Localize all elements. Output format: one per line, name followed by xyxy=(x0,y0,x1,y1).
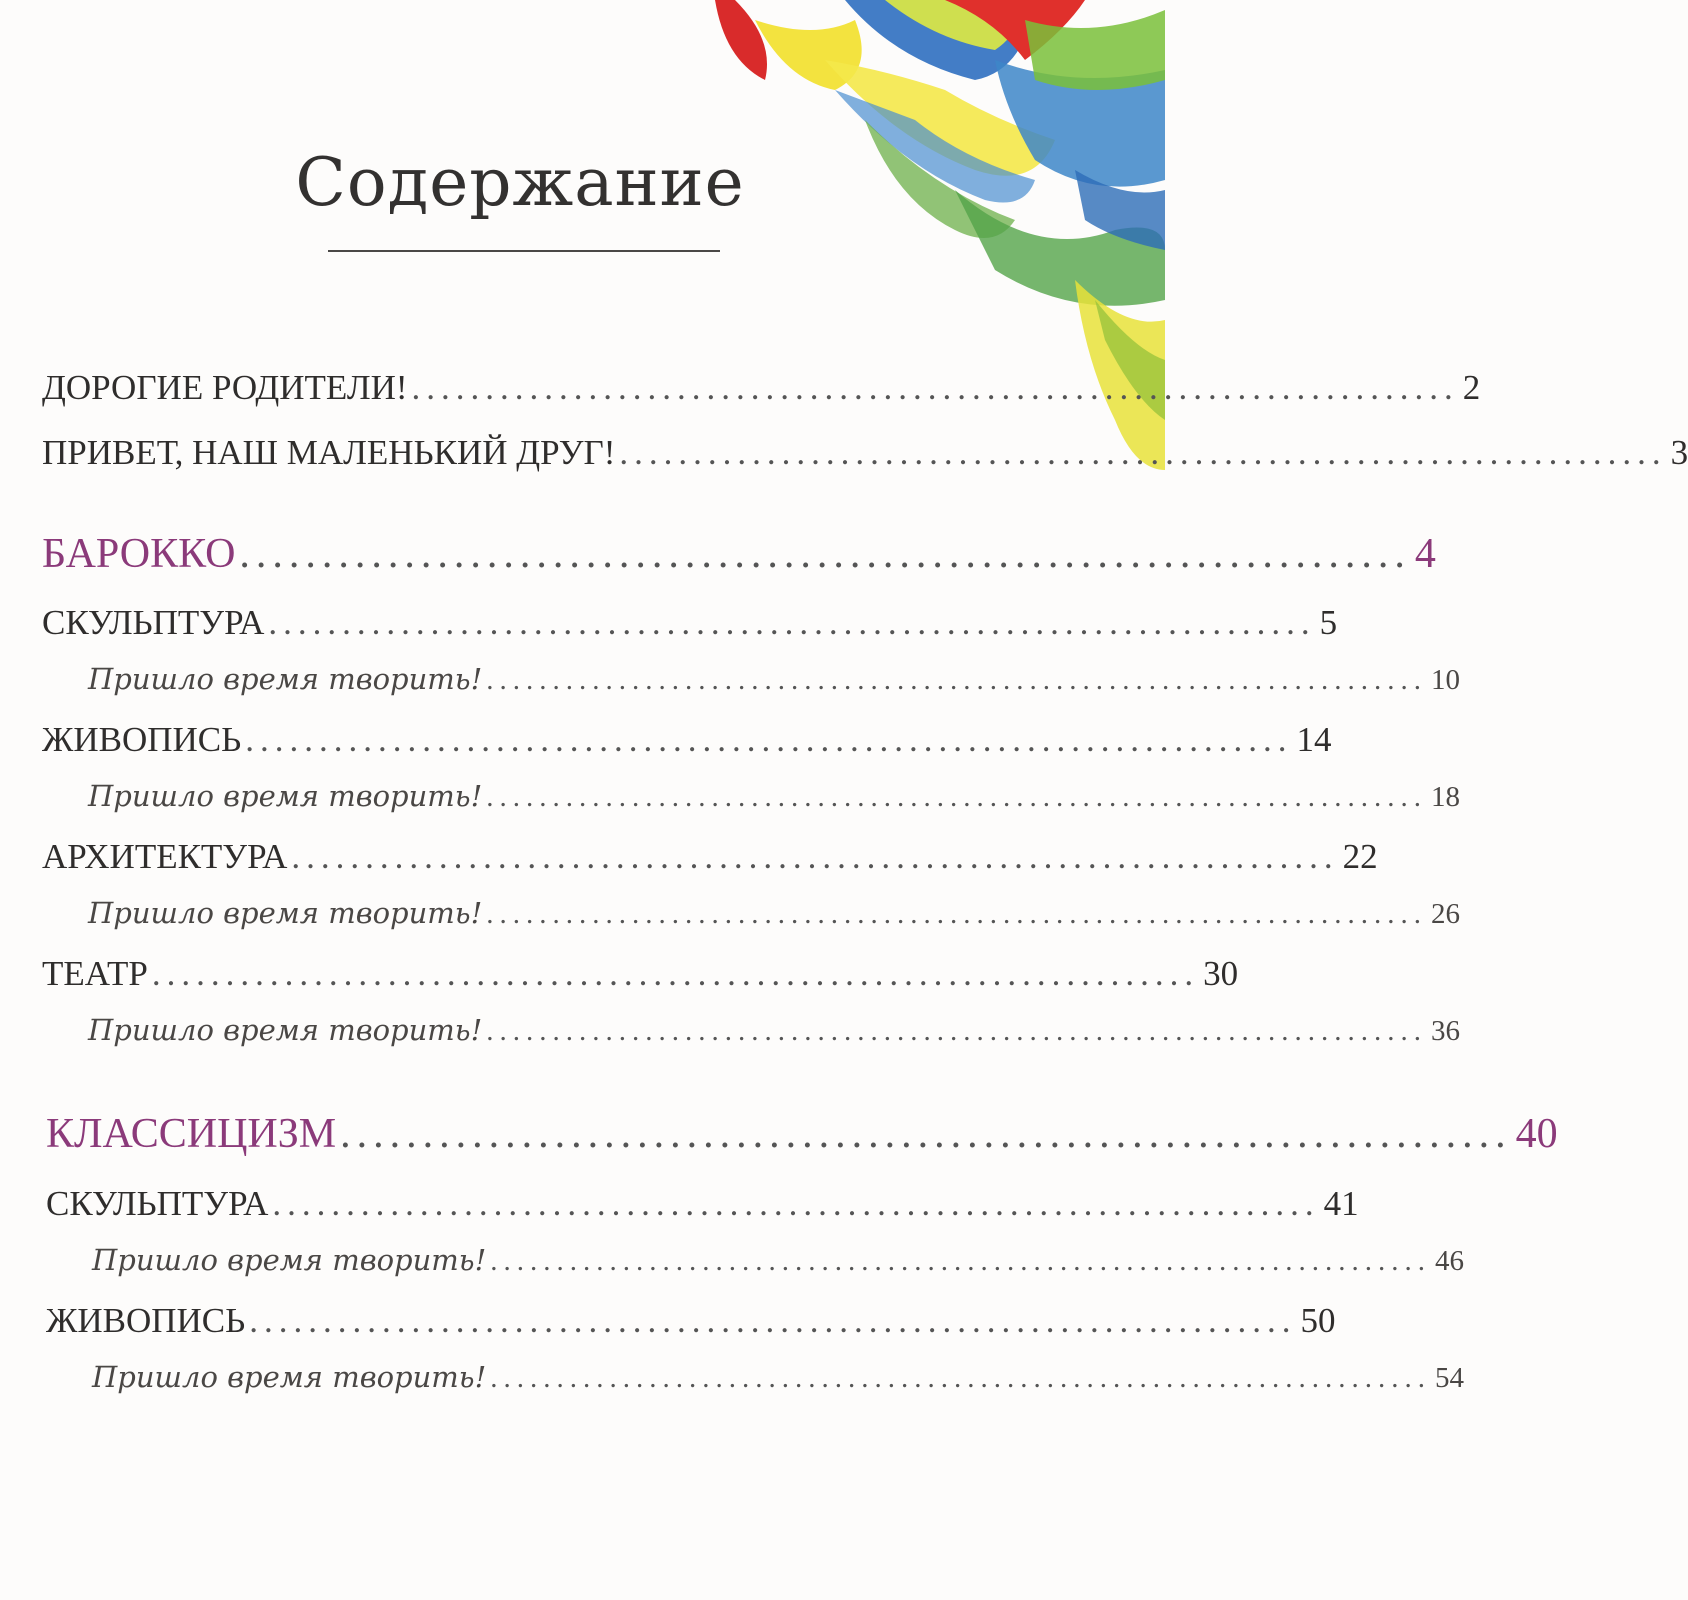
page-title: Содержание xyxy=(295,144,745,221)
toc-leader-dots: ....................................................................... xyxy=(272,1184,1320,1223)
toc-entry-label: ДОРОГИЕ РОДИТЕЛИ! xyxy=(42,368,408,407)
toc-entry-page: 10 xyxy=(1430,664,1460,696)
toc-entry-label: Пришло время творить! xyxy=(88,896,483,930)
toc-section-label: БАРОККО xyxy=(42,531,236,577)
toc-entry-page: 40 xyxy=(1515,1111,1558,1157)
toc-entry-label: АРХИТЕКТУРА xyxy=(42,837,288,876)
toc-section-baroque[interactable] xyxy=(42,530,1436,578)
toc-leader-dots: ....................................................................... xyxy=(340,1111,1512,1157)
toc-leader-dots: ....................................................................... xyxy=(486,898,1427,930)
toc-entry-painting[interactable] xyxy=(42,720,1332,760)
toc-section-label: КЛАССИЦИЗМ xyxy=(46,1111,337,1157)
toc-leader-dots: ....................................................................... xyxy=(486,1015,1427,1047)
toc-entry-label: ТЕАТР xyxy=(42,954,148,993)
toc-leader-dots: ....................................................................... xyxy=(249,1301,1297,1340)
toc-entry-painting[interactable] xyxy=(46,1301,1336,1341)
toc-leader-dots: ....................................................................... xyxy=(268,603,1316,642)
toc-entry-label: ЖИВОПИСЬ xyxy=(42,720,242,759)
toc-entry-page: 41 xyxy=(1323,1184,1359,1223)
toc-entry-label: Пришло время творить! xyxy=(92,1243,487,1277)
toc-subentry-create[interactable] xyxy=(92,1360,1464,1395)
toc-subentry-create[interactable] xyxy=(92,1243,1464,1278)
toc-entry-page: 14 xyxy=(1296,720,1332,759)
toc-entry-label: Пришло время творить! xyxy=(88,662,483,696)
toc-leader-dots: ....................................................................... xyxy=(245,720,1293,759)
toc-entry-dear-parents[interactable] xyxy=(42,368,1481,408)
toc-entry-label: ПРИВЕТ, НАШ МАЛЕНЬКИЙ ДРУГ! xyxy=(42,433,616,472)
toc-entry-label: Пришло время творить! xyxy=(88,1013,483,1047)
toc-entry-theatre[interactable] xyxy=(42,954,1239,994)
toc-leader-dots: ....................................................................... xyxy=(486,781,1427,813)
toc-entry-page: 5 xyxy=(1319,603,1338,642)
toc-leader-dots: ....................................................................... xyxy=(490,1362,1431,1394)
toc-entry-label: Пришло время творить! xyxy=(88,779,483,813)
toc-entry-label: ЖИВОПИСЬ xyxy=(46,1301,246,1340)
toc-entry-page: 3 xyxy=(1670,433,1688,472)
toc-entry-sculpture[interactable] xyxy=(46,1184,1359,1224)
toc-entry-hello-friend[interactable] xyxy=(42,433,1688,473)
toc-entry-page: 46 xyxy=(1434,1245,1464,1277)
toc-entry-sculpture[interactable] xyxy=(42,603,1338,643)
toc-leader-dots: ....................................................................... xyxy=(486,664,1427,696)
toc-leader-dots: ....................................................................... xyxy=(619,433,1667,472)
toc-section-classicism[interactable] xyxy=(46,1110,1558,1158)
toc-entry-page: 4 xyxy=(1414,531,1436,577)
toc-subentry-create[interactable] xyxy=(88,896,1460,931)
toc-subentry-create[interactable] xyxy=(88,1013,1460,1048)
toc-entry-page: 26 xyxy=(1430,898,1460,930)
toc-leader-dots: ....................................................................... xyxy=(151,954,1200,993)
toc-leader-dots: ....................................................................... xyxy=(411,368,1459,407)
toc-entry-page: 54 xyxy=(1434,1362,1464,1394)
toc-entry-label: СКУЛЬПТУРА xyxy=(42,603,265,642)
toc-leader-dots: ....................................................................... xyxy=(239,531,1411,577)
toc-entry-label: Пришло время творить! xyxy=(92,1360,487,1394)
toc-subentry-create[interactable] xyxy=(88,662,1460,697)
toc-leader-dots: ....................................................................... xyxy=(490,1245,1431,1277)
toc-entry-page: 18 xyxy=(1430,781,1460,813)
toc-entry-page: 36 xyxy=(1430,1015,1460,1047)
toc-entry-page: 2 xyxy=(1462,368,1481,407)
toc-leader-dots: ....................................................................... xyxy=(291,837,1339,876)
toc-entry-page: 22 xyxy=(1342,837,1378,876)
toc-entry-architecture[interactable] xyxy=(42,837,1378,877)
toc-entry-label: СКУЛЬПТУРА xyxy=(46,1184,269,1223)
toc-entry-page: 50 xyxy=(1300,1301,1336,1340)
toc-subentry-create[interactable] xyxy=(88,779,1460,814)
toc-entry-page: 30 xyxy=(1203,954,1239,993)
